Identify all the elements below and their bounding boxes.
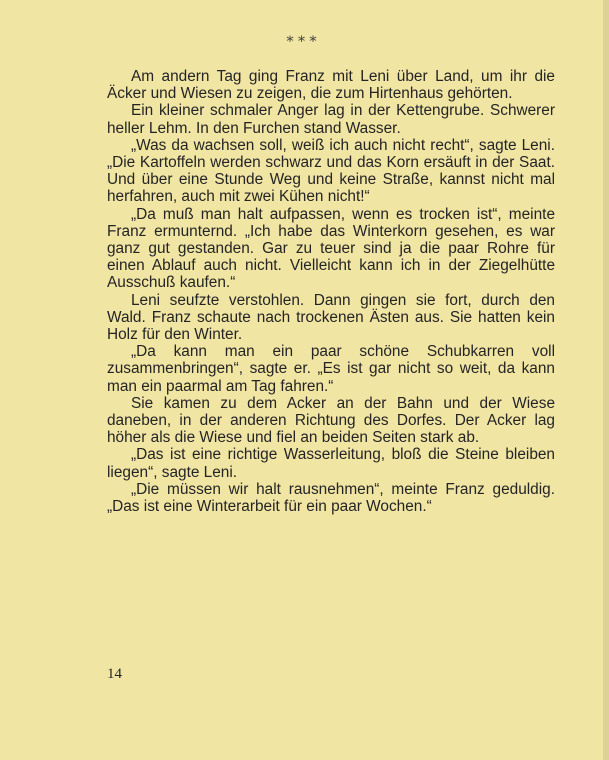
paragraph: „Da muß man halt aufpassen, wenn es trocken ist“, meinte Franz ermunternd. „Ich habe das Winterkorn gesehen, es war ganz gut gestanden. Gar zu teuer sind ja die paar Rohre für einen Ablauf auch nicht. Vielleicht kann ich in der Ziegelhütte Ausschuß kaufen.“ xyxy=(107,205,555,292)
paragraph: „Da kann man ein paar schöne Schubkarren voll zusammenbringen“, sagte er. „Es ist gar nicht so weit, da kann man ein paarmal am Tag fahren.“ xyxy=(107,343,555,395)
paragraph: Am andern Tag ging Franz mit Leni über Land, um ihr die Äcker und Wiesen zu zeigen, die zum Hirtenhaus gehörten. xyxy=(107,68,555,103)
paragraph: Sie kamen zu dem Acker an der Bahn und der Wiese daneben, in der anderen Richtung des Dorfes. Der Acker lag höher als die Wiese und fiel an beiden Seiten stark ab. xyxy=(107,394,555,447)
section-ornament: * * * xyxy=(286,34,317,50)
paragraph: „Was da wachsen soll, weiß ich auch nicht recht“, sagte Leni. „Die Kartoffeln werden schwarz und das Korn ersäuft in der Saat. Und über eine Stunde Weg und keine Straße, kannst nicht mal herfahren, auch mit zwei Kühen nicht!“ xyxy=(107,136,555,206)
body-text xyxy=(107,68,555,515)
paragraph: „Das ist eine richtige Wasserleitung, bloß die Steine bleiben liegen“, sagte Leni. xyxy=(107,446,555,481)
paragraph: Ein kleiner schmaler Anger lag in der Kettengrube. Schwerer heller Lehm. In den Furchen stand Wasser. xyxy=(107,102,555,137)
paragraph: „Die müssen wir halt rausnehmen“, meinte Franz geduldig. „Das ist eine Winterarbeit für ein paar Wochen.“ xyxy=(107,480,555,516)
paragraph: Leni seufzte verstohlen. Dann gingen sie fort, durch den Wald. Franz schaute nach trockenen Ästen aus. Sie hatten kein Holz für den Winter. xyxy=(107,291,555,344)
page-number: 14 xyxy=(107,666,122,682)
